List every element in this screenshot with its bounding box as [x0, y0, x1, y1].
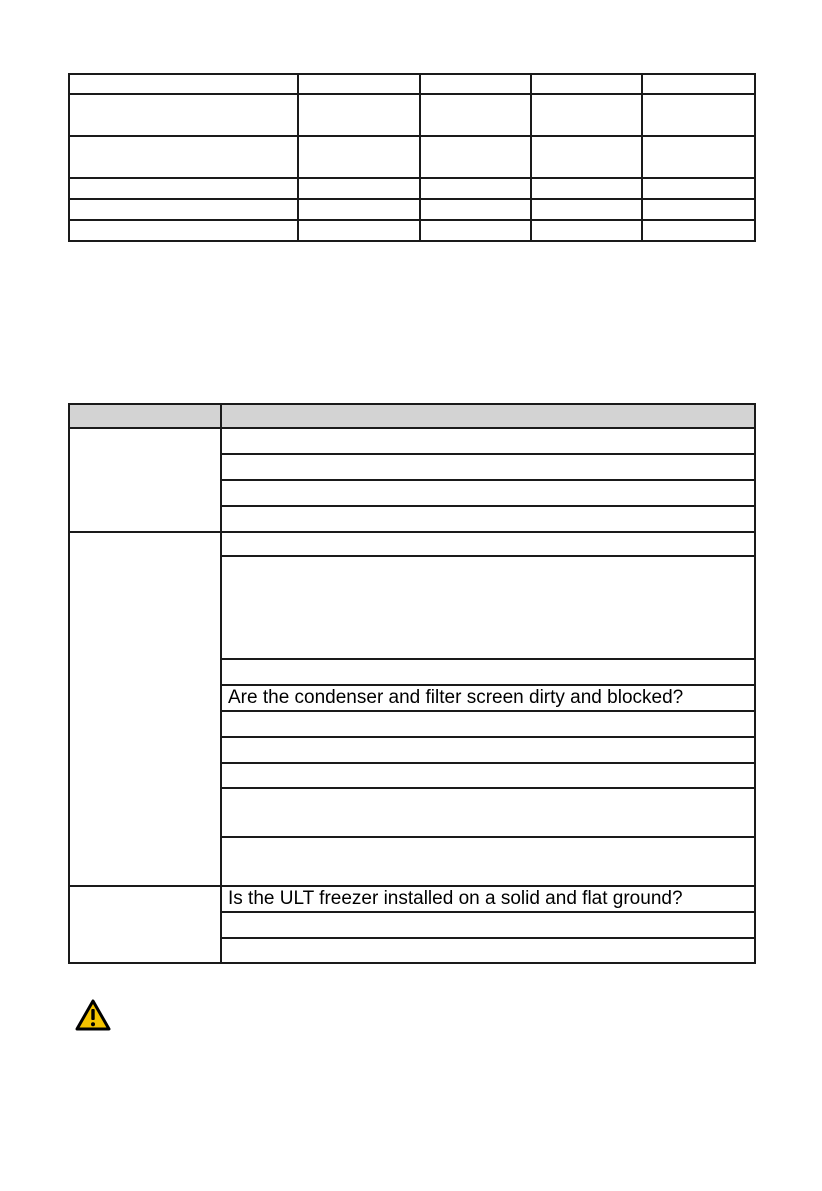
check-cell: [221, 532, 755, 556]
spec-cell: [642, 94, 755, 136]
check-cell: Is the ULT freezer installed on a solid and flat ground?: [221, 886, 755, 912]
table-row: [69, 220, 755, 241]
spec-cell: [642, 220, 755, 241]
spec-cell: [531, 136, 642, 178]
spec-cell: [298, 74, 420, 94]
spec-cell: [642, 199, 755, 220]
check-cell: [221, 556, 755, 659]
spec-cell: [298, 94, 420, 136]
spec-cell: [531, 74, 642, 94]
check-cell: [221, 454, 755, 480]
spec-cell: [298, 199, 420, 220]
spec-cell: [420, 220, 531, 241]
table-row: [69, 886, 755, 912]
check-cell: [221, 938, 755, 963]
check-cell: [221, 506, 755, 532]
spec-cell: [420, 199, 531, 220]
check-cell: [221, 711, 755, 737]
table-header-row: [69, 404, 755, 428]
spec-cell: [298, 178, 420, 199]
check-cell: [221, 428, 755, 454]
spec-cell: [531, 220, 642, 241]
symptom-cell: [69, 428, 221, 532]
check-header: [221, 404, 755, 428]
spec-cell: [531, 199, 642, 220]
spec-cell: [69, 178, 298, 199]
check-cell: [221, 737, 755, 763]
table-row: [69, 532, 755, 556]
table-row: [69, 94, 755, 136]
spec-cell: [420, 74, 531, 94]
table-row: [69, 428, 755, 454]
symptom-header: [69, 404, 221, 428]
check-cell: [221, 659, 755, 685]
spec-cell: [531, 94, 642, 136]
symptom-cell: [69, 532, 221, 886]
spec-cell: [69, 199, 298, 220]
table-row: [69, 136, 755, 178]
spec-cell: [642, 178, 755, 199]
spec-cell: [69, 74, 298, 94]
table-row: [69, 199, 755, 220]
table-row: [69, 74, 755, 94]
symptom-cell: [69, 886, 221, 963]
check-cell: [221, 480, 755, 506]
spec-cell: [69, 220, 298, 241]
spec-cell: [69, 94, 298, 136]
check-cell: [221, 912, 755, 938]
spec-cell: [420, 136, 531, 178]
check-cell: [221, 837, 755, 886]
spec-cell: [642, 74, 755, 94]
troubleshooting-table: [68, 403, 756, 964]
spec-cell: [298, 136, 420, 178]
spec-cell: [642, 136, 755, 178]
spec-cell: [69, 136, 298, 178]
spec-cell: [420, 94, 531, 136]
spec-cell: [531, 178, 642, 199]
check-cell: [221, 763, 755, 788]
warning-triangle-icon: [75, 999, 111, 1031]
table-row: [69, 178, 755, 199]
check-cell: [221, 788, 755, 837]
check-cell: Are the condenser and filter screen dirty and blocked?: [221, 685, 755, 711]
spec-cell: [420, 178, 531, 199]
specification-table: [68, 73, 756, 242]
spec-cell: [298, 220, 420, 241]
